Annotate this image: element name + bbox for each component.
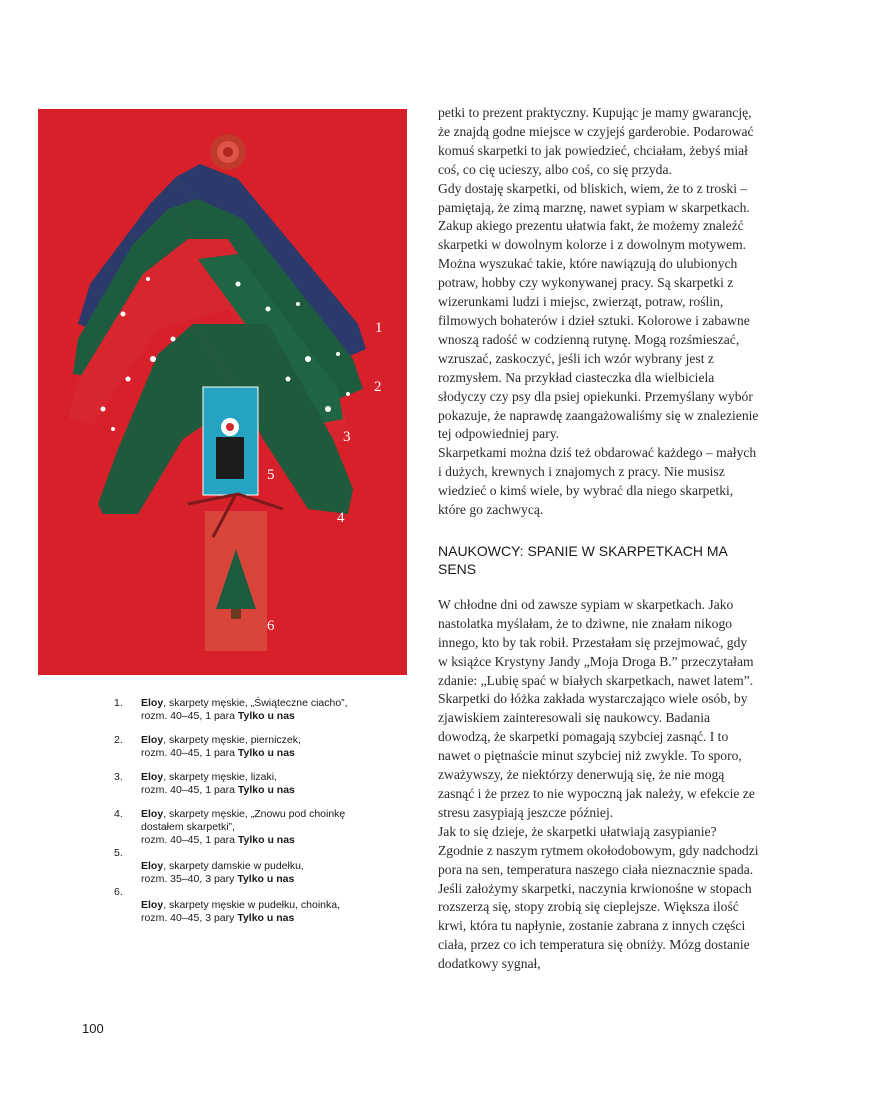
caption-item: 4. Eloy, skarpety męskie, „Znowu pod choinkę dostałem skarpetki”, rozm. 40–45, 1 para Tylko u nas	[114, 808, 346, 846]
gift-bow	[210, 134, 246, 170]
photo-label-6: 6	[267, 618, 275, 634]
caption-item: 1. Eloy, skarpety męskie, „Świąteczne ciacho”, rozm. 40–45, 1 para Tylko u nas	[114, 697, 348, 722]
photo-label-3: 3	[343, 429, 351, 445]
paragraph: Zakup akiego prezentu ułatwia fakt, że możemy znaleźć skarpetki w dowolnym kolorze i z dowolnym motywem. Można wyszukać takie, które nawiązują do ulubionych potraw, hobby czy wykonywanej pracy. Są skarpetki z wizerunkami ludzi i miejsc, zwierząt, potraw, roślin, filmowych bohaterów i dzieł sztuki. Kolorowe i zabawne wnoszą radość w codzienną rutynę. Mogą rozśmieszać, wzruszać, zaskoczyć, jeśli ich wzór wybrany jest z rozmysłem. Na przykład ciasteczka dla wielbiciela słodyczy czy psy dla psiej opiekunki. Przemyślany wybór pokazuje, że naprawdę zaangażowaliśmy się w znalezienie tej odpowiedniej pary.	[438, 218, 759, 442]
paragraph: Skarpetkami można dziś też obdarować każdego – małych i dużych, krewnych i znajomych z pracy. Nie musisz wiedzieć o kimś wiele, by wybrać dla niego skarpetki, które go zachwycą.	[438, 445, 757, 518]
photo-label-1: 1	[375, 320, 383, 336]
caption-item: 5. Eloy, skarpety damskie w pudełku, rozm. 35–40, 3 pary Tylko u nas	[114, 847, 304, 885]
photo-label-4: 4	[337, 510, 345, 526]
product-captions	[114, 697, 394, 925]
photo-label-5: 5	[267, 467, 275, 483]
socks-illustration	[38, 109, 407, 675]
caption-item: 6. Eloy, skarpety męskie w pudełku, choinka, rozm. 40–45, 3 pary Tylko u nas	[114, 886, 341, 924]
paragraph: petki to prezent praktyczny. Kupując je mamy gwarancję, że znajdą godne miejsce w czyjejś garderobie. Podarować komuś skarpetki to jak powiedzieć, chciałam, żebyś miał coś, co cię ucieszy, albo coś, co się przyda.	[438, 105, 754, 177]
article-body	[438, 104, 760, 974]
product-photo	[38, 109, 407, 675]
caption-item: 3. Eloy, skarpety męskie, lizaki, rozm. 40–45, 1 para Tylko u nas	[114, 771, 295, 796]
section-heading: NAUKOWCY: SPANIE W SKARPETKACH MA SENS	[438, 542, 728, 577]
photo-label-2: 2	[374, 379, 382, 395]
page-number: 100	[82, 1021, 104, 1036]
paragraph: Jak to się dzieje, że skarpetki ułatwiają zasypianie? Zgodnie z naszym rytmem okołodobowym, gdy nadchodzi pora na sen, temperatura naszego ciała nieznacznie spada. Jeśli założymy skarpetki, naczynia krwionośne w stopach rozszerzą się, stopy zrobią się cieplejsze. Większa ilość krwi, która tu napłynie, zostanie zabrana z innych części ciała, przez co ich temperatura się obniży. Mózg dostanie dodatkowy sygnał,	[438, 823, 759, 972]
paragraph: W chłodne dni od zawsze sypiam w skarpetkach. Jako nastolatka myślałam, że to dziwne, nie znałam nikogo innego, kto by tak robił. Przestałam się przejmować, gdy w książce Krystyny Jandy „Moja Droga B.” przeczytałam zdanie: „Lubię spać w białych skarpetkach, nawet latem”. Skarpetki do łóżka zakłada wystarczająco wiele osób, by zjawiskiem zainteresowali się naukowcy. Badania dowodzą, że skarpetki pomagają szybciej zasnąć. I to nawet o piętnaście minut szybciej niż zwykle. To sporo, zważywszy, że niektórzy denerwują się, że nie mogą zasnąć i że przez to nie wypoczną jak należy, w efekcie ze stresu zasypiają jeszcze później.	[438, 596, 755, 820]
paragraph: Gdy dostaję skarpetki, od bliskich, wiem, że to z troski – pamiętają, że zimą marznę, nawet sypiam w skarpetkach.	[438, 180, 750, 215]
gift-box-5	[203, 387, 258, 495]
caption-item: 2. Eloy, skarpety męskie, pierniczek, rozm. 40–45, 1 para Tylko u nas	[114, 734, 301, 759]
